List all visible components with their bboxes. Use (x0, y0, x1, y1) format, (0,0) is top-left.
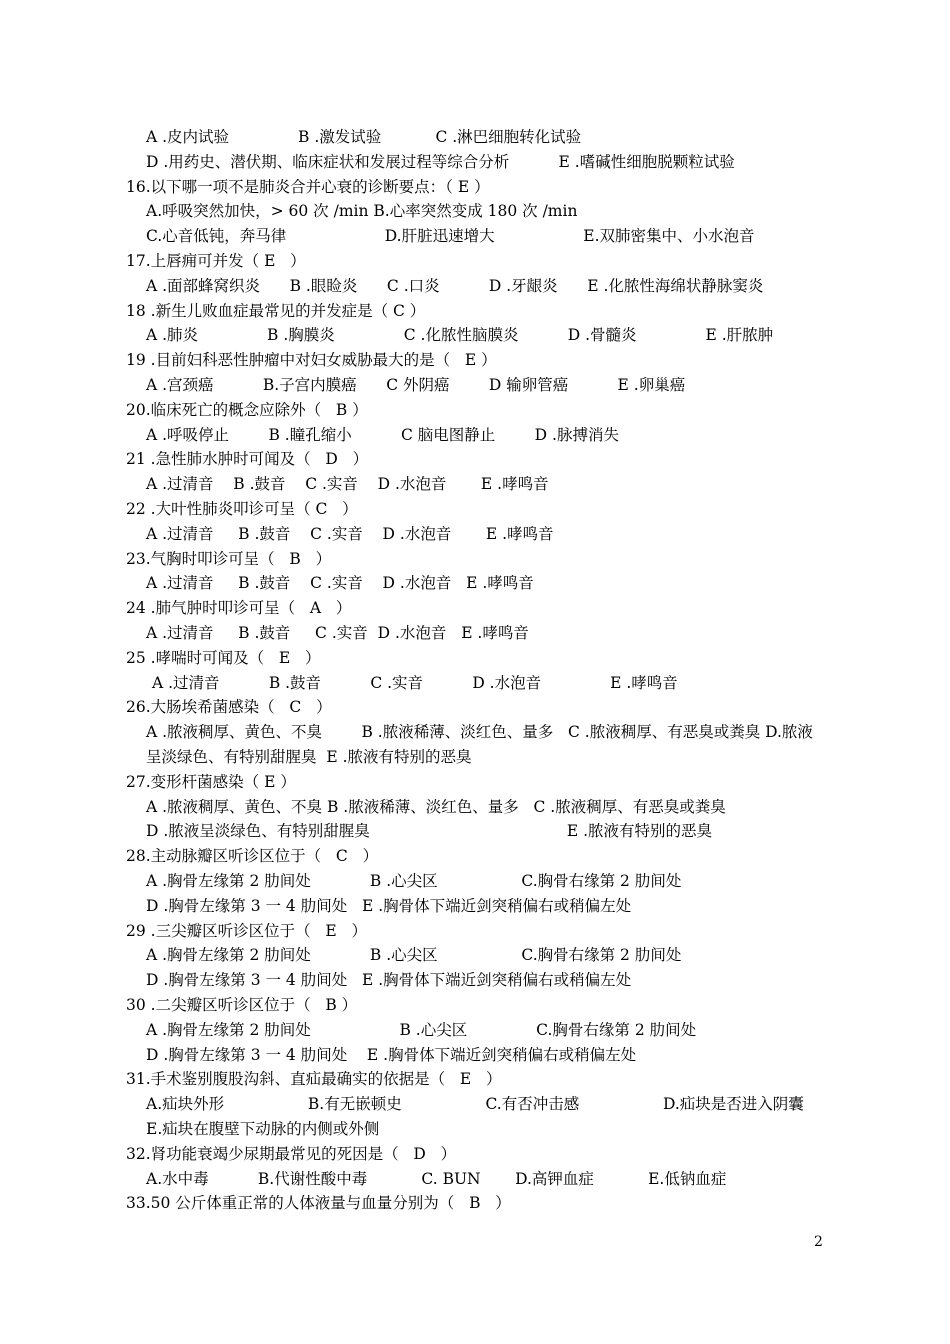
option-line: A .面部蜂窝织炎 B .眼睑炎 C .口炎 D .牙龈炎 E .化脓性海绵状静脉窦炎 (146, 276, 764, 295)
question-line: 32.肾功能衰竭少尿期最常见的死因是（ D ） (126, 1144, 457, 1163)
option-line: D .脓液呈淡绿色、有特别甜腥臭 E .脓液有特别的恶臭 (146, 822, 713, 841)
option-line: A .呼吸停止 B .瞳孔缩小 C 脑电图静止 D .脉搏消失 (146, 425, 619, 444)
option-line: D .胸骨左缘第 3 一 4 肋间处 E .胸骨体下端近剑突稍偏右或稍偏左处 (146, 1045, 637, 1064)
option-line: C.心音低钝，奔马律 D.肝脏迅速增大 E.双肺密集中、小水泡音 (146, 227, 755, 246)
question-line: 26.大肠埃希菌感染（ C ） (126, 698, 332, 717)
option-line: A .皮内试验 B .激发试验 C .淋巴细胞转化试验 (146, 128, 582, 146)
option-line: A .过清音 B .鼓音 C .实音 D .水泡音 E .哮鸣音 (146, 524, 554, 543)
question-line: 19 .目前妇科恶性肿瘤中对妇女威胁最大的是（ E ） (126, 351, 497, 370)
option-line: E.疝块在腹壁下动脉的内侧或外侧 (146, 1120, 380, 1138)
question-line: 31.手术鉴别腹股沟斜、直疝最确实的依据是（ E ） (126, 1070, 502, 1089)
option-line: A .胸骨左缘第 2 肋间处 B .心尖区 C.胸骨右缘第 2 肋间处 (146, 946, 682, 965)
option-line: D .用药史、潜伏期、临床症状和发展过程等综合分析 E .嗜碱性细胞脱颗粒试验 (146, 152, 735, 171)
question-line: 17.上唇痈可并发（ E ） (126, 252, 306, 270)
question-line: 27.变形杆菌感染（ E ） (126, 772, 296, 791)
option-line: 呈淡绿色、有特别甜腥臭 E .脓液有特别的恶臭 (146, 748, 472, 766)
page-number: 2 (814, 1234, 823, 1250)
question-line: 30 .二尖瓣区听诊区位于（ B ） (126, 996, 358, 1014)
option-line: A.水中毒 B.代谢性酸中毒 C. BUN D.高钾血症 E.低钠血症 (146, 1169, 727, 1188)
option-line: A .过清音 B .鼓音 C .实音 D .水泡音 E .哮鸣音 (146, 624, 529, 642)
question-line: 21 .急性肺水肿时可闻及（ D ） (126, 450, 369, 469)
option-line: A .胸骨左缘第 2 肋间处 B .心尖区 C.胸骨右缘第 2 肋间处 (146, 1020, 697, 1039)
question-line: 33.50 公斤体重正常的人体液量与血量分别为（ B ） (126, 1194, 511, 1213)
option-line: A.疝块外形 B.有无嵌顿史 C.有否冲击感 D.疝块是否进入阴囊 (146, 1095, 804, 1114)
option-line: D .胸骨左缘第 3 一 4 肋间处 E .胸骨体下端近剑突稍偏右或稍偏左处 (146, 896, 632, 915)
option-line: A .过清音 B .鼓音 C .实音 D .水泡音 E .哮鸣音 (146, 574, 534, 593)
question-line: 28.主动脉瓣区听诊区位于（ C ） (126, 847, 379, 866)
option-line: A.呼吸突然加快，> 60 次 /min B.心率突然变成 180 次 /min (146, 202, 578, 221)
option-line: D .胸骨左缘第 3 一 4 肋间处 E .胸骨体下端近剑突稍偏右或稍偏左处 (146, 971, 632, 990)
question-line: 25 .哮喘时可闻及（ E ） (126, 648, 321, 667)
question-line: 20.临床死亡的概念应除外（ B ） (126, 400, 368, 419)
option-line: A .胸骨左缘第 2 肋间处 B .心尖区 C.胸骨右缘第 2 肋间处 (146, 872, 682, 890)
question-line: 29 .三尖瓣区听诊区位于（ E ） (126, 921, 367, 940)
option-line: A .脓液稠厚、黄色、不臭 B .脓液稀薄、淡红色、量多 C .脓液稠厚、有恶臭或粪臭 (146, 797, 726, 816)
option-line: A .肺炎 B .胸膜炎 C .化脓性脑膜炎 D .骨髓炎 E .肝脓肿 (146, 326, 774, 345)
question-line: 22 .大叶性肺炎叩诊可呈（ C ） (126, 500, 358, 518)
question-line: 18 .新生儿败血症最常见的并发症是（ C ） (126, 301, 426, 320)
question-line: 16.以下哪一项不是肺炎合并心衰的诊断要点：（ E ） (126, 177, 490, 196)
option-line: A .过清音 B .鼓音 C .实音 D .水泡音 E .哮鸣音 (146, 475, 549, 494)
question-line: 23.气胸时叩诊可呈（ B ） (126, 549, 332, 568)
option-line: A .脓液稠厚、黄色、不臭 B .脓液稀薄、淡红色、量多 C .脓液稠厚、有恶臭或粪臭 D.脓液 (146, 723, 813, 742)
question-line: 24 .肺气肿时叩诊可呈（ A ） (126, 599, 352, 618)
option-line: A .宫颈癌 B.子宫内膜癌 C 外阴癌 D 输卵管癌 E .卵巢癌 (146, 376, 686, 394)
option-line: A .过清音 B .鼓音 C .实音 D .水泡音 E .哮鸣音 (152, 673, 678, 692)
